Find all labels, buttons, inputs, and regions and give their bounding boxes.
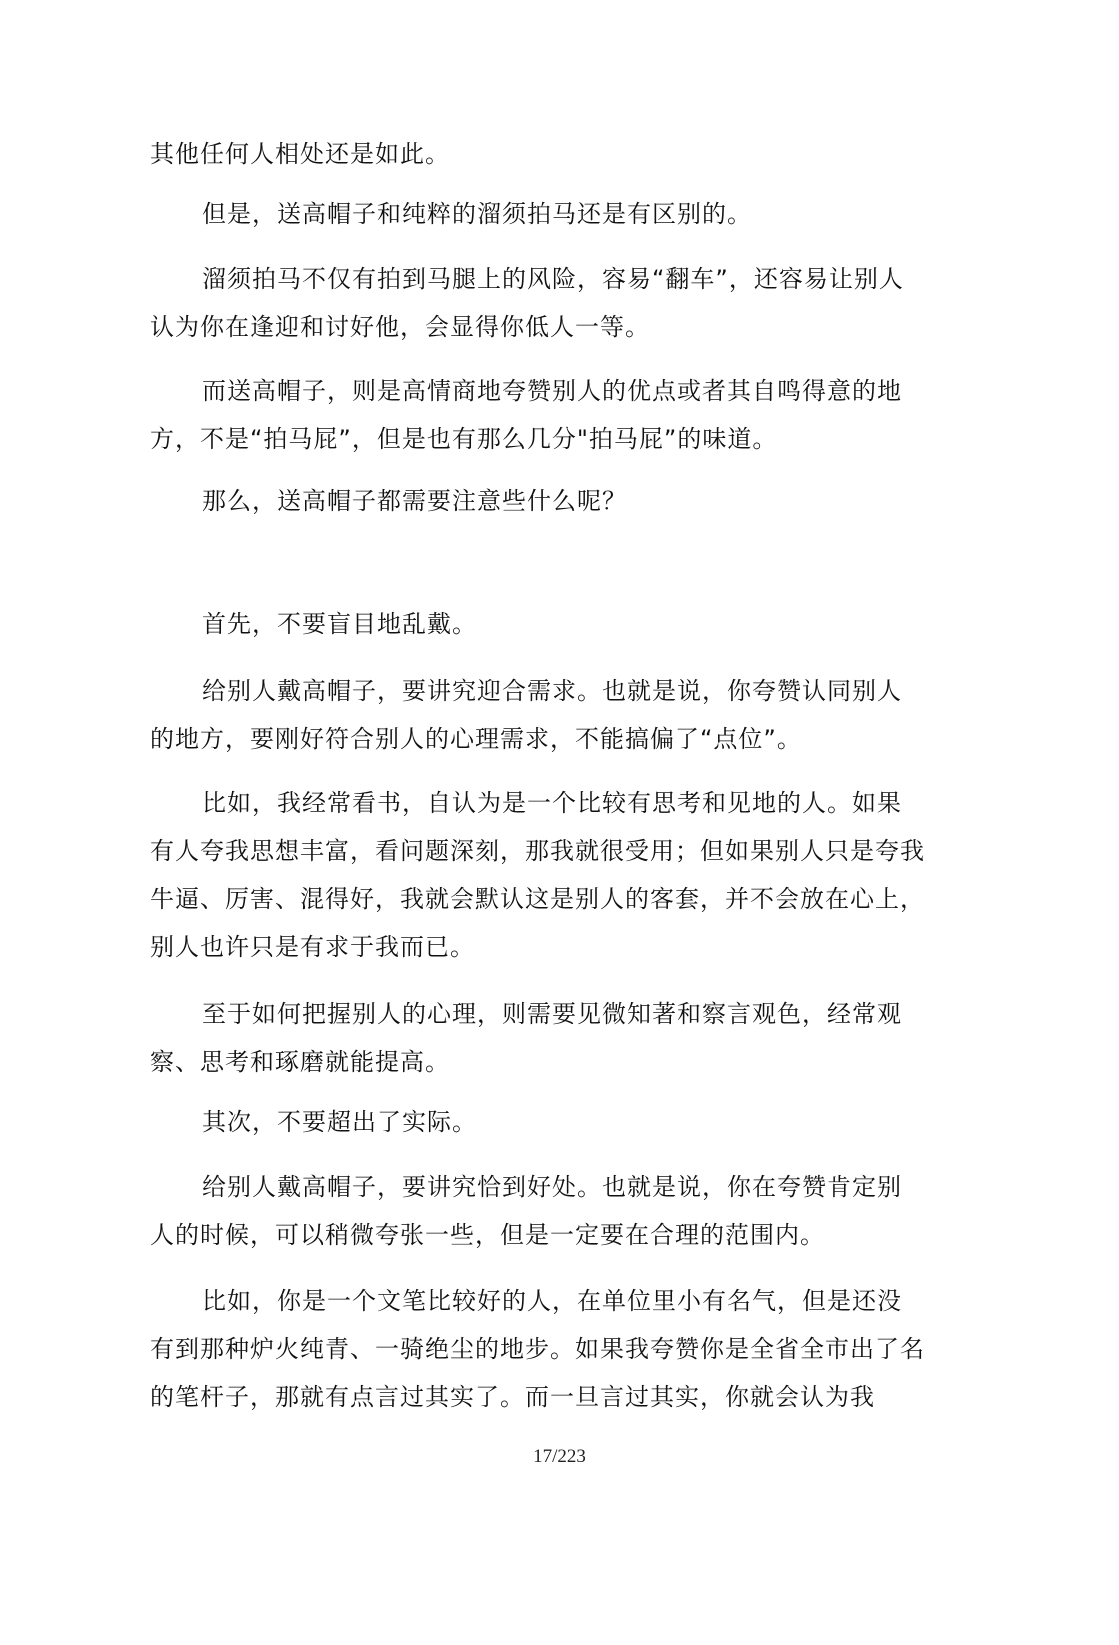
paragraph-9: 至于如何把握别人的心理，则需要见微知著和察言观色，经常观察、思考和琢磨就能提高。 [150,1000,902,1076]
paragraph-3: 溜须拍马不仅有拍到马腿上的风险，容易“翻车”，还容易让别人认为你在逢迎和讨好他，会显得你低人一等。 [150,265,904,341]
paragraph-6: 首先，不要盲目地乱戴。 [202,610,477,638]
page-number: 17/223 [533,1446,586,1467]
paragraph-2: 但是，送高帽子和纯粹的溜须拍马还是有区别的。 [202,200,752,228]
paragraph-5: 那么，送高帽子都需要注意些什么呢？ [202,487,627,515]
paragraph-4: 而送高帽子，则是高情商地夸赞别人的优点或者其自鸣得意的地方，不是“拍马屁”，但是也有那么几分"拍马屁”的味道。 [150,377,902,453]
paragraph-12: 比如，你是一个文笔比较好的人，在单位里小有名气，但是还没有到那种炉火纯青、一骑绝尘的地步。如果我夸赞你是全省全市出了名的笔杆子，那就有点言过其实了。而一旦言过其实，你就会认为我 [150,1287,925,1411]
paragraph-7: 给别人戴高帽子，要讲究迎合需求。也就是说，你夸赞认同别人的地方，要刚好符合别人的心理需求，不能搞偏了“点位”。 [150,677,902,753]
paragraph-11: 给别人戴高帽子，要讲究恰到好处。也就是说，你在夸赞肯定别人的时候，可以稍微夸张一些，但是一定要在合理的范围内。 [150,1173,902,1249]
paragraph-1: 其他任何人相处还是如此。 [150,140,450,168]
paragraph-10: 其次，不要超出了实际。 [202,1108,477,1136]
paragraph-8: 比如，我经常看书，自认为是一个比较有思考和见地的人。如果有人夸我思想丰富，看问题深刻，那我就很受用；但如果别人只是夸我牛逼、厉害、混得好，我就会默认这是别人的客套，并不会放在心上，别人也许只是有求于我而已。 [150,789,925,961]
